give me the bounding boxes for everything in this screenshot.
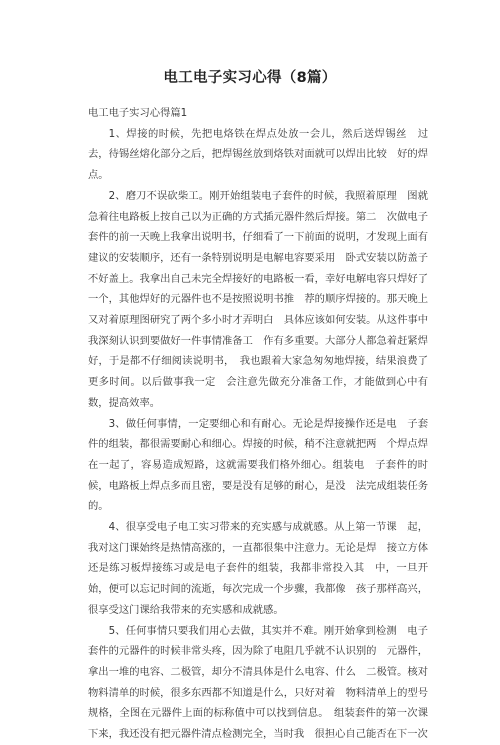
paragraph-4: 4、很享受电子电工实习带来的充实感与成就感。从上第一节课 起，我对这门课始终是热情高涨的，一直都很集中注意力。无论是焊 接立方体还是练习板焊接练习或是电子套件的组装，我都非常投入其 中，一旦开始，便可以忘记时间的流逝，每次完成一个步骤，我都像 孩子那样高兴，很享受这门课给我带来的充实感和成就感。 [88, 521, 428, 616]
paragraph-2: 2、磨刀不误砍柴工。刚开始组装电子套件的时候，我照着原理 图就急着往电路板上按自己以为正确的方式插元器件然后焊接。第二 次做电子套件的前一天晚上我拿出说明书，仔细看了一下前面的说明，才发现上面有建议的安装顺序，还有一条特别说明是电解电容要采用 卧式安装以防盖子不好盖上。我拿出自己未完全焊接好的电路板一看，幸好电解电容只焊好了一个，其他焊好的元器件也不是按照说明书推 荐的顺序焊接的。那天晚上又对着原理图研究了两个多小时才弄明白 具体应该如何安装。从这件事中我深刻认识到要做好一件事情准备工 作有多重要。大部分人都急着赶紧焊好，于是都不仔细阅读说明书， 我也跟着大家急匆匆地焊接，结果浪费了更多时间。以后做事我一定 会注意先做充分准备工作，才能做到心中有数，提高效率。 [88, 189, 428, 409]
document-body [88, 103, 428, 745]
document-title: 电工电子实习心得（8篇） [163, 70, 337, 86]
paragraph-1: 1、焊接的时候，先把电烙铁在焊点处放一会儿，然后送焊锡丝 过去，待锡丝熔化部分之后，把焊锡丝放到烙铁对面就可以焊出比较 好的焊点。 [88, 127, 428, 182]
paragraph-5: 5、任何事情只要我们用心去做，其实并不难。刚开始拿到检测 电子套件的元器件的时候非常头疼，因为除了电阻几乎就不认识别的 元器件，拿出一堆的电容、二极管，却分不清具体是什么电容、什么 二极管。核对物料清单的时候，很多东西都不知道是什么，只好对着 物料清单上的型号规格，全图在元器件上面的标称值中可以找到信息。 组装套件的第一次课下来，我还没有把元器件清点检测完全，当时我 很担心自己能否在下一次 [88, 624, 428, 741]
paragraph-3: 3、做任何事情，一定要细心和有耐心。无论是焊接操作还是电 子套件的组装，都很需要耐心和细心。焊接的时候，稍不注意就把两 个焊点焊在一起了，容易造成短路，这就需要我们格外细心。组装电 子套件的时候，电路板上焊点多而且密，要是没有足够的耐心，是没 法完成组装任务的。 [88, 417, 428, 513]
section-heading: 电工电子实习心得篇1 [88, 107, 188, 119]
